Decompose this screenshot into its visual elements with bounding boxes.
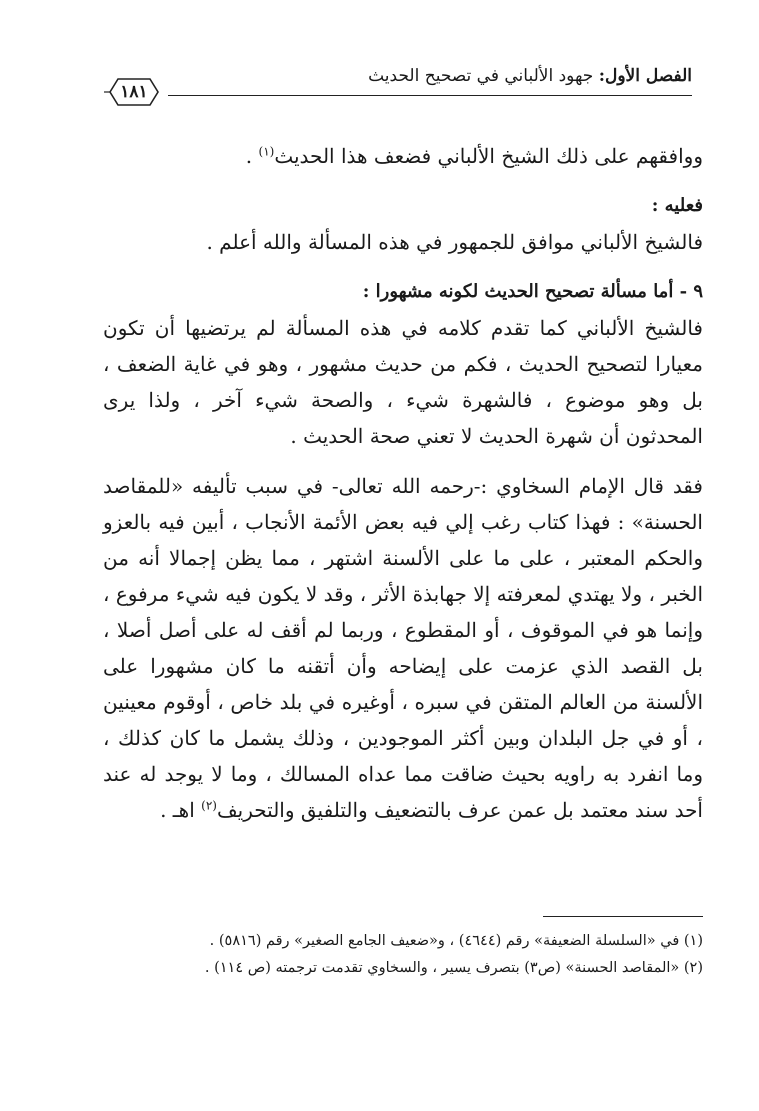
main-text bbox=[103, 138, 703, 828]
paragraph-albani-view: فالشيخ الألباني كما تقدم كلامه في هذه المسألة لم يرتضيها أن تكون معيارا لتصحيح الحديث ، فكم من حديث مشهور ، وهو في غاية الضعف ، بل وهو موضوع ، فالشهرة شيء ، والصحة شيء آخر ، ولذا يرى المحدثون أن شهرة الحديث لا تعني صحة الحديث . bbox=[103, 316, 703, 448]
footnote-1: (١) في «السلسلة الضعيفة» رقم (٤٦٤٤) ، و«ضعيف الجامع الصغير» رقم (٥٨١٦) . bbox=[209, 933, 703, 949]
footnotes bbox=[103, 928, 703, 982]
page-number: ١٨١ bbox=[120, 82, 148, 102]
chapter-label: الفصل الأول: bbox=[598, 66, 692, 86]
footnote-2: (٢) «المقاصد الحسنة» (ص٣) بتصرف يسير ، والسخاوي تقدمت ترجمته (ص ١١٤) . bbox=[204, 960, 703, 976]
paragraph-end: . bbox=[245, 144, 259, 168]
header-rule bbox=[168, 95, 692, 96]
heading-conclusion: فعليه : bbox=[651, 195, 703, 216]
heading-section-9: ٩ - أما مسألة تصحيح الحديث لكونه مشهورا : bbox=[362, 281, 703, 302]
paragraph-agreement bbox=[103, 138, 703, 174]
paragraph-sakhawi-quote bbox=[103, 468, 703, 828]
quote-text: فقد قال الإمام السخاوي :-رحمه الله تعالى- في سبب تأليفه «للمقاصد الحسنة» : فهذا كتاب رغب إلي فيه بعض الأئمة الأنجاب ، أبين فيه بالعزو والحكم المعتبر ، على ما على الألسنة اشتهر ، مما يظن إجمالا أنه من الخبر ، ولا يهتدي لمعرفته إلا جهابذة الأثر ، وقد لا يكون فيه شيء مرفوع ، وإنما هو في الموقوف ، أو المقطوع ، وربما لم أقف له على أصل أصلا ، بل القصد الذي عزمت على إيضاحه وأن أتقنه ما كان مشهورا على الألسنة من العالم المتقن في سبره ، أوغيره في بلد خاص ، أوقوم معينين ، أو في جل البلدان وبين أكثر الموجودين ، وذلك يشمل ما كان كذلك ، وما انفرد به راويه بحيث ضاقت مما عداه المسالك ، وما لا يوجد له عند أحد سند معتمد بل عمن عرف بالتضعيف والتلفيق والتحريف bbox=[103, 474, 703, 822]
chapter-title: جهود الألباني في تصحيح الحديث bbox=[368, 66, 594, 86]
footnote-ref-2: (٢) bbox=[201, 798, 217, 813]
paragraph-text: ووافقهم على ذلك الشيخ الألباني فضعف هذا الحديث bbox=[274, 144, 703, 168]
page-number-frame bbox=[104, 75, 164, 109]
footnote-separator bbox=[543, 916, 703, 917]
header-title bbox=[368, 66, 692, 86]
running-header bbox=[92, 60, 692, 100]
footnote-ref-1: (١) bbox=[258, 144, 275, 159]
paragraph-conclusion: فالشيخ الألباني موافق للجمهور في هذه المسألة والله أعلم . bbox=[206, 230, 703, 254]
quote-end: اهـ . bbox=[160, 798, 202, 822]
